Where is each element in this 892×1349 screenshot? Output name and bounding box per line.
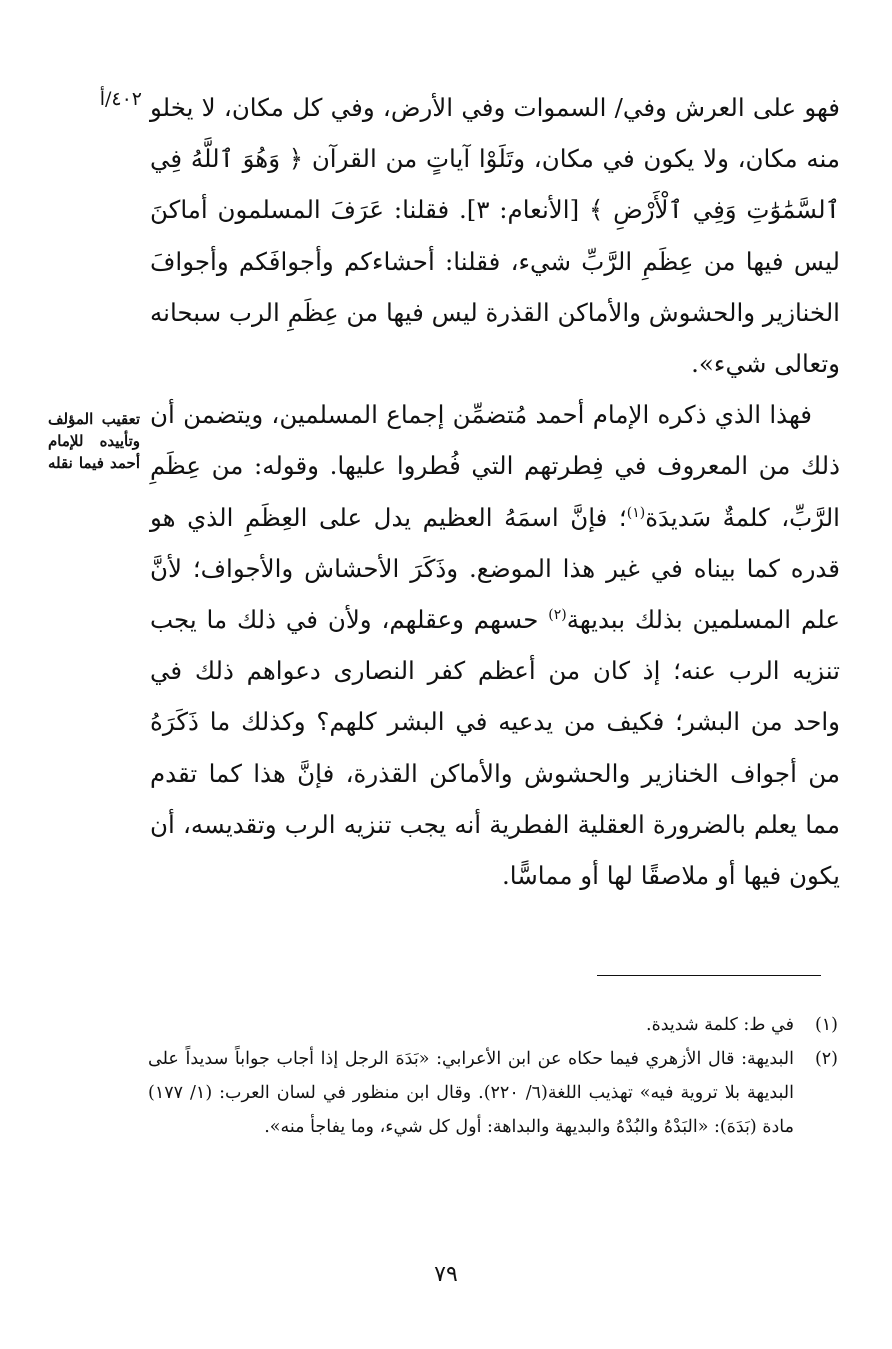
footnote-ref-1: (١)	[626, 504, 646, 521]
main-text	[150, 82, 840, 901]
footnote-1-text: في ط: كلمة شديدة.	[646, 1015, 794, 1035]
paragraph-2-part-c: حسهم وعقلهم، ولأن في ذلك ما يجب تنزيه الرب عنه؛ إذ كان من أعظم كفر النصارى دعواهم ذلك في واحد من البشر؛ فكيف من يدعيه في البشر كلهم؟ وكذلك ما ذَكَرَهُ من أجواف الخنازير والحشوش والأماكن القذرة، فإنَّ هذا كما تقدم مما يعلم بالضرورة العقلية الفطرية أنه يجب تنزيه الرب وتقديسه، أن يكون فيها أو ملاصقًا لها أو مماسًّا.	[150, 605, 840, 891]
footnote-ref-2: (٢)	[548, 606, 567, 623]
paragraph-1: فهو على العرش وفي/ السموات وفي الأرض، وفي كل مكان، لا يخلو منه مكان، ولا يكون في مكان، وتَلَوْا آياتٍ من القرآن ﴿ وَهُوَ ٱللَّهُ فِي ٱلسَّمَٰوَٰتِ وَفِي ٱلْأَرْضِ ﴾ [الأنعام: ٣]. فقلنا: عَرَفَ المسلمون أماكنَ ليس فيها من عِظَمِ الرَّبِّ شيء، فقلنا: أحشاءكم وأجوافَكم وأجوافَ الخنازير والحشوش والأماكن القذرة ليس فيها من عِظَمِ الرب سبحانه وتعالى شيء».	[149, 93, 840, 379]
paragraph-2	[150, 389, 840, 901]
footnotes	[148, 1008, 838, 1144]
paragraph-2-part-b: ؛ فإنَّ اسمَهُ العظيم يدل على العِظَمِ الذي هو قدره كما بيناه في غير هذا الموضع. وذَكَرَ الأحشاش والأجواف؛ لأنَّ علم المسلمين بذلك ببديهة	[150, 502, 841, 635]
footnote-separator	[597, 975, 821, 976]
manuscript-folio-reference: ٤٠٢/أ	[99, 88, 142, 110]
footnote-1	[148, 1008, 838, 1042]
paragraph-2-part-a: فهذا الذي ذكره الإمام أحمد مُتضمِّن إجماع المسلمين، ويتضمن أن ذلك من المعروف في فِطرتهم التي فُطروا عليها. وقوله: من عِظَمِ الرَّبِّ، كلمةٌ سَديدَة	[150, 400, 840, 532]
footnote-2-text: البديهة: قال الأزهري فيما حكاه عن ابن الأعرابي: «بَدَهَ الرجل إذا أجاب جواباً سديداً على البديهة بلا تروية فيه» تهذيب اللغة(٦/ ٢٢٠). وقال ابن منظور في لسان العرب: (١/ ١٧٧) مادة (بَدَهَ): «البَدْهُ والبُدْهُ والبديهة والبداهة: أول كل شيء، وما يفاجأ منه».	[148, 1049, 794, 1137]
page-number: ٧٩	[434, 1262, 458, 1287]
footnote-2	[148, 1042, 838, 1144]
footnote-2-number: (٢)	[814, 1049, 838, 1069]
margin-note: تعقيب المؤلف وتأييده للإمام أحمد فيما نقله	[48, 410, 140, 472]
footnote-1-number: (١)	[814, 1015, 838, 1035]
